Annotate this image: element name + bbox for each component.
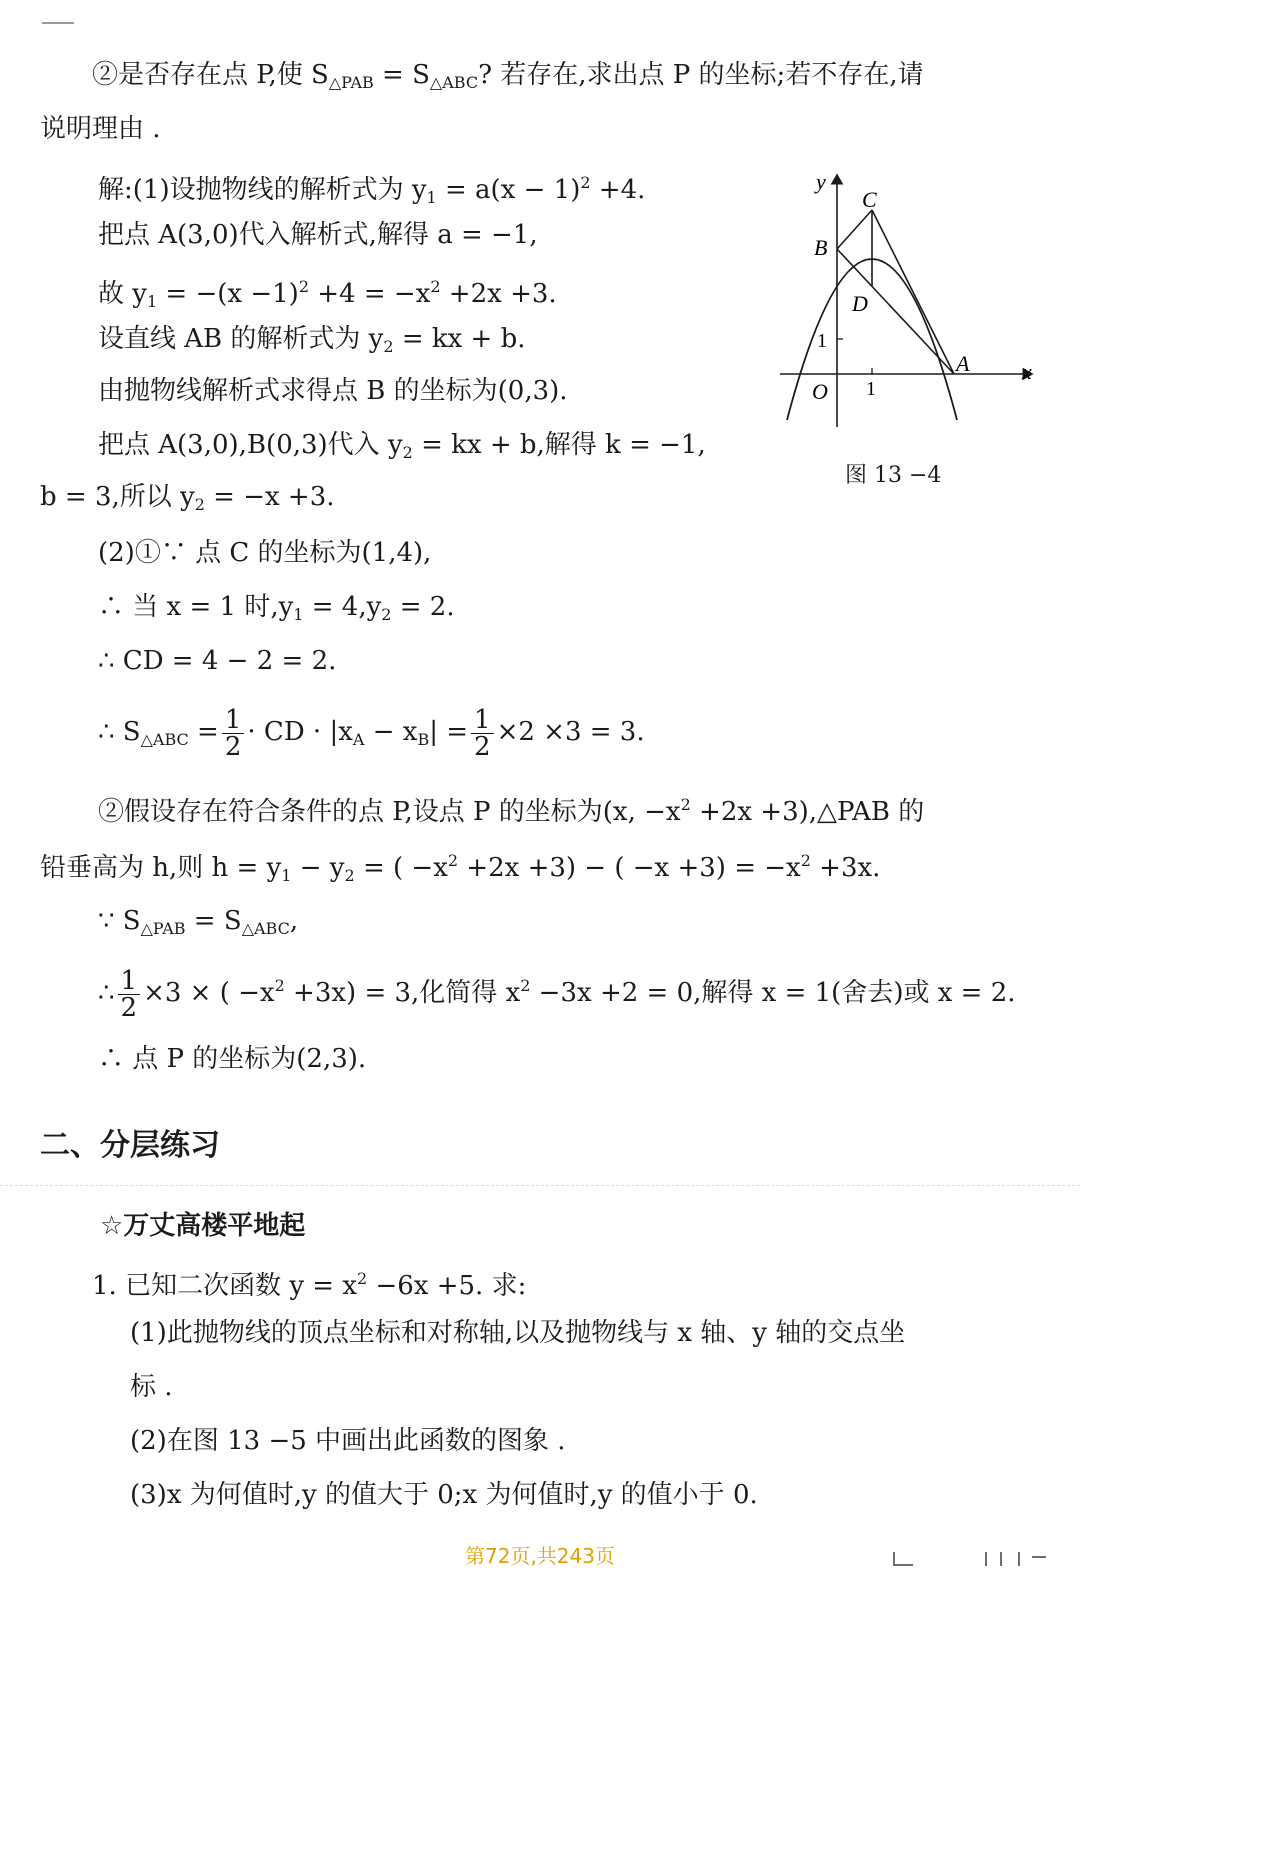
label-origin: O — [812, 379, 828, 404]
line-equation: ∴ $\frac{1}{2}$ ×3 × ( $-x^2 +3x) = 3$,化简得 $x^2 -3x +2 = 0$,解得 x = 1(舍去)或 x = 2. — [98, 965, 1016, 1023]
line-solution-5: 由抛物线解析式求得点 B 的坐标为(0,3). — [98, 376, 568, 406]
exercise-1-part1-cont: 标 . — [130, 1372, 173, 1402]
line-assume-p: ②假设存在符合条件的点 P,设点 P 的坐标为(x, $-x^2 +2x$ +3),△PAB 的 — [98, 795, 925, 827]
figure-parabola — [770, 165, 1040, 455]
corner-mark — [42, 22, 74, 24]
line-question-2: ②是否存在点 P,使 $S_{\triangle PAB} = S_{\triangle ABC}$? 若存在,求出点 P 的坐标;若不存在,请 — [92, 60, 924, 92]
section-title: 二、分层练习 — [40, 1128, 220, 1163]
fraction: $\frac{1}{2}$ — [471, 707, 494, 760]
exercise-1-part1: (1)此抛物线的顶点坐标和对称轴,以及抛物线与 x 轴、y 轴的交点坐 — [130, 1318, 906, 1348]
exercise-1: 1. 已知二次函数 $y = x^2 -6x +5$. 求: — [92, 1269, 527, 1301]
label-c: C — [862, 187, 877, 212]
line-solution-7: b = 3,所以 $y_2 = -x +3$. — [40, 482, 335, 514]
label-d: D — [852, 291, 868, 316]
line-vertical-height: 铅垂高为 h,则 $h = y_1 - y_2$ = ( $-x^2 +2x +3$) − ( $-x +3) = -x^2 +3x$. — [40, 851, 881, 885]
label-y: y — [816, 169, 826, 194]
line-part2-3: ∴ CD = 4 − 2 = 2. — [98, 646, 337, 676]
subsection-title: ☆万丈高楼平地起 — [100, 1211, 306, 1241]
label-b: B — [814, 235, 828, 260]
label-x-one: 1 — [866, 378, 876, 400]
label-x: x — [1022, 359, 1032, 384]
line-solution-3: 故 $y_1 = -(x -1)^2 +4 = -x^2 +2x +3$. — [98, 277, 557, 311]
dashed-divider — [0, 1185, 1080, 1186]
label-y-one: 1 — [817, 330, 827, 352]
line-area-equal: ∵ $S_{\triangle PAB} = S_{\triangle ABC}$, — [98, 906, 299, 938]
line-question-2-cont: 说明理由 . — [40, 114, 161, 144]
exercise-1-part2: (2)在图 13 −5 中画出此函数的图象 . — [130, 1426, 566, 1456]
line-solution-1: 解:(1)设抛物线的解析式为 $y_1 = a(x - 1)^2 +4$. — [98, 173, 646, 207]
line-solution-4: 设直线 AB 的解析式为 $y_2$ = kx + b. — [98, 324, 526, 356]
line-conclusion: ∴ 点 P 的坐标为(2,3). — [98, 1044, 367, 1074]
segment-ac — [872, 210, 954, 374]
line-area-abc: ∴ $S_{\triangle ABC}$ = $\frac{1}{2}$ · CD · $|x_A - x_B|$ = $\frac{1}{2}$ ×2 ×3 = 3. — [98, 704, 645, 762]
line-solution-6: 把点 A(3,0),B(0,3)代入 $y_2$ = kx + b,解得 k = −1, — [98, 430, 706, 462]
line-solution-2: 把点 A(3,0)代入解析式,解得 a = −1, — [98, 220, 538, 250]
figure-caption: 图 13 −4 — [845, 463, 942, 488]
line-part2-1: (2)①∵ 点 C 的坐标为(1,4), — [98, 538, 432, 568]
fraction: $\frac{1}{2}$ — [222, 707, 245, 760]
label-a: A — [956, 351, 970, 376]
fraction: $\frac{1}{2}$ — [118, 968, 141, 1021]
line-part2-2: ∴ 当 x = 1 时$,y_1 = 4,y_2 = 2$. — [98, 592, 455, 624]
segment-bc — [837, 210, 872, 249]
exercise-1-part3: (3)x 为何值时,y 的值大于 0;x 为何值时,y 的值小于 0. — [130, 1480, 758, 1510]
page-footer: 第72页,共243页 — [465, 1544, 615, 1568]
